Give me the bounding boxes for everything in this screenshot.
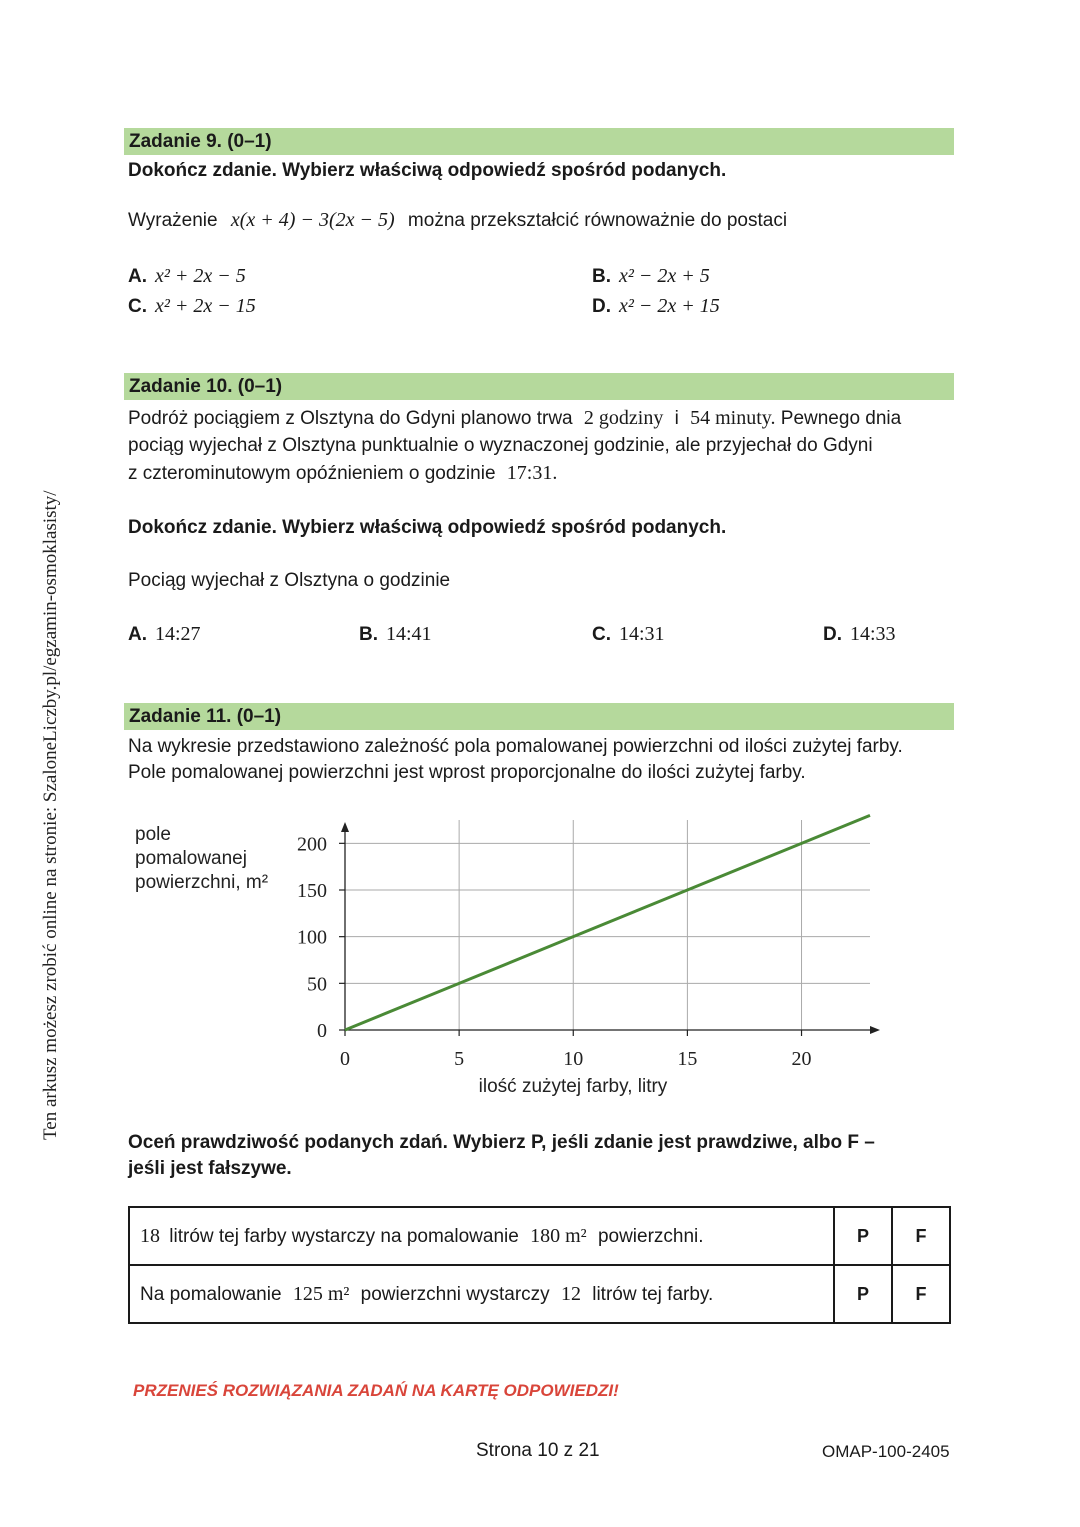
page-number: Strona 10 z 21: [476, 1440, 600, 1461]
p-choice-2[interactable]: P: [834, 1265, 892, 1323]
option-value: x² + 2x − 5: [155, 265, 246, 287]
option-value: 14:27: [155, 623, 201, 645]
side-note: Ten arkusz możesz zrobić online na stronie: SzaloneLiczby.pl/egzamin-osmoklasisty/: [40, 490, 61, 1140]
chart-svg: [120, 810, 900, 1110]
p-choice-1[interactable]: P: [834, 1207, 892, 1265]
task10-text-line3: [128, 460, 557, 487]
task10-prompt: Pociąg wyjechał z Olsztyna o godzinie: [128, 570, 451, 591]
y-axis-arrow: [341, 822, 349, 832]
task9-prompt-before: Wyrażenie: [128, 210, 218, 231]
task10-instruction: Dokończ zdanie. Wybierz właściwą odpowiedź spośród podanych.: [128, 517, 727, 538]
x-tick-label: 15: [677, 1048, 698, 1070]
x-axis-arrow: [870, 1026, 880, 1034]
text-part: powierzchni wystarczy: [360, 1283, 550, 1305]
task10-option-d[interactable]: [823, 620, 896, 649]
task9-option-d[interactable]: [592, 292, 720, 321]
y-tick-label: 100: [297, 926, 327, 949]
option-label: C.: [128, 296, 147, 317]
y-tick-label: 0: [317, 1020, 327, 1042]
text-number: 2 godziny: [583, 407, 664, 429]
text-number: 17:31.: [506, 462, 558, 484]
text-number: 125 m²: [292, 1282, 350, 1305]
y-tick-label: 200: [297, 833, 327, 856]
text-part: Pewnego dnia: [780, 408, 902, 429]
x-axis-label: ilość zużytej farby, litry: [478, 1076, 668, 1097]
task10-header: Zadanie 10. (0–1): [124, 373, 954, 400]
task9-option-c[interactable]: [128, 292, 256, 321]
f-choice-1[interactable]: F: [892, 1207, 950, 1265]
text-part: litrów tej farby wystarczy na pomalowanie: [169, 1225, 519, 1247]
text-number: 180 m²: [530, 1224, 587, 1247]
task9-option-b[interactable]: [592, 262, 710, 291]
text-part: powierzchni.: [597, 1225, 704, 1247]
text-part: litrów tej farby.: [592, 1283, 714, 1305]
y-tick-label: 50: [307, 973, 327, 996]
option-value: 14:33: [850, 623, 896, 645]
text-part: z czterominutowym opóźnieniem o godzinie: [128, 463, 496, 484]
task11-instruction-line1: Oceń prawdziwość podanych zdań. Wybierz P, jeśli zdanie jest prawdziwe, albo F –: [128, 1132, 875, 1153]
task9-prompt: [128, 207, 787, 234]
table-row: [129, 1265, 950, 1323]
option-value: x² + 2x − 15: [155, 295, 256, 317]
option-label: D.: [823, 624, 842, 645]
y-axis-label: pomalowanej: [135, 848, 247, 869]
task10-text-line1: [128, 405, 901, 432]
exam-code: OMAP-100-2405: [822, 1442, 950, 1461]
task10-option-b[interactable]: [359, 620, 432, 649]
task10-text-line2: pociąg wyjechał z Olsztyna punktualnie o wyznaczonej godzinie, ale przyjechał do Gdyni: [128, 435, 873, 456]
text-number: 54 minuty.: [690, 407, 776, 429]
task11-text-line2: Pole pomalowanej powierzchni jest wprost proporcjonalne do ilości zużytej farby.: [128, 762, 806, 783]
text-number: 18: [140, 1224, 160, 1247]
task9-prompt-after: można przekształcić równoważnie do postaci: [407, 210, 788, 231]
option-label: A.: [128, 624, 147, 645]
transfer-note: PRZENIEŚ ROZWIĄZANIA ZADAŃ NA KARTĘ ODPOWIEDZI!: [133, 1381, 619, 1400]
f-choice-2[interactable]: F: [892, 1265, 950, 1323]
option-value: 14:41: [386, 623, 432, 645]
text-part: i: [674, 408, 679, 429]
option-value: 14:31: [619, 623, 665, 645]
statement-2: [129, 1265, 834, 1323]
option-value: x² − 2x + 5: [619, 265, 710, 287]
task10-option-c[interactable]: [592, 620, 665, 649]
option-label: C.: [592, 624, 611, 645]
paint-area-chart: [120, 810, 900, 1110]
y-axis-label: pole: [135, 824, 171, 845]
task9-instruction: Dokończ zdanie. Wybierz właściwą odpowiedź spośród podanych.: [128, 160, 727, 181]
option-label: A.: [128, 266, 147, 287]
y-axis-label: powierzchni, m²: [135, 872, 269, 893]
text-part: Na pomalowanie: [140, 1283, 282, 1305]
true-false-table: [128, 1206, 951, 1324]
option-label: D.: [592, 296, 611, 317]
x-tick-label: 20: [791, 1048, 812, 1070]
task11-text-line1: Na wykresie przedstawiono zależność pola pomalowanej powierzchni od ilości zużytej farby.: [128, 736, 903, 757]
y-tick-label: 150: [297, 880, 327, 902]
task9-expression: x(x + 4) − 3(2x − 5): [230, 209, 395, 231]
option-label: B.: [359, 624, 378, 645]
option-value: x² − 2x + 15: [619, 295, 720, 317]
table-row: [129, 1207, 950, 1265]
series-line: [345, 815, 870, 1030]
task10-option-a[interactable]: [128, 620, 201, 649]
task11-header: Zadanie 11. (0–1): [124, 703, 954, 730]
x-tick-label: 10: [563, 1048, 584, 1070]
option-label: B.: [592, 266, 611, 287]
task11-instruction-line2: jeśli jest fałszywe.: [128, 1158, 292, 1179]
task9-option-a[interactable]: [128, 262, 246, 291]
text-number: 12: [560, 1282, 581, 1305]
x-tick-label: 5: [454, 1048, 465, 1070]
x-tick-label: 0: [340, 1048, 350, 1070]
text-part: Podróż pociągiem z Olsztyna do Gdyni planowo trwa: [128, 408, 573, 429]
statement-1: [129, 1207, 834, 1265]
task9-header: Zadanie 9. (0–1): [124, 128, 954, 155]
